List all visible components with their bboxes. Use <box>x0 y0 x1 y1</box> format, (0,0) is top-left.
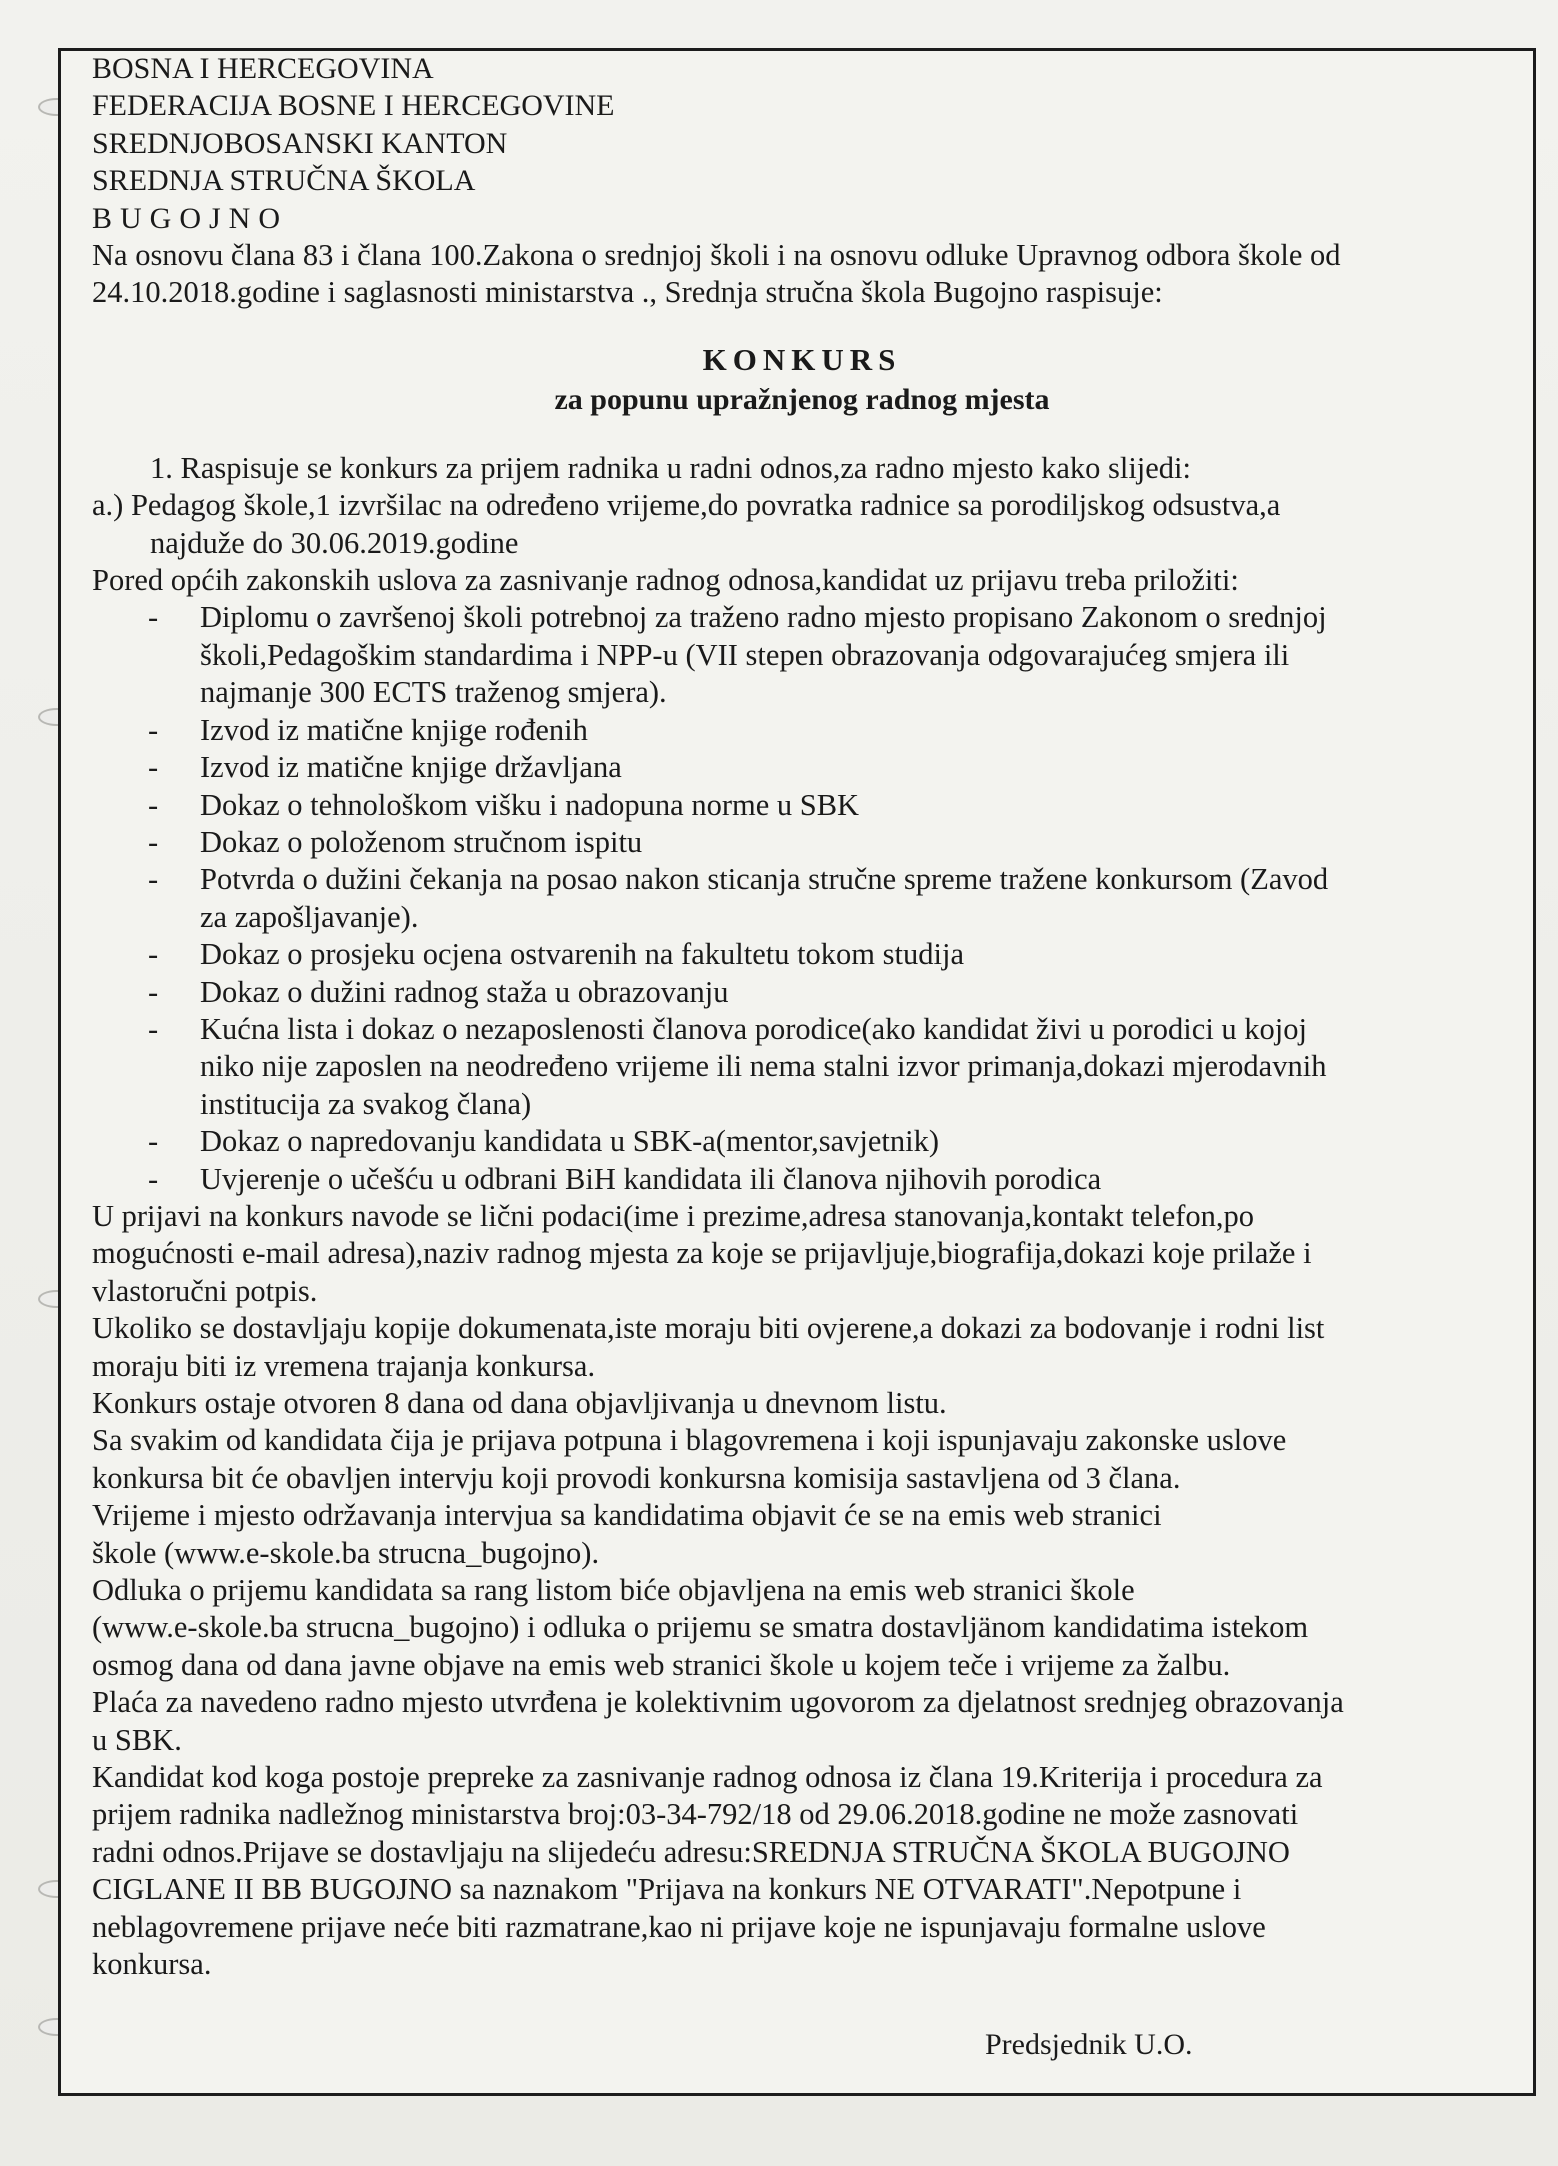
bullet-dash: - <box>148 1161 159 1196</box>
body-line: prijem radnika nadležnog ministarstva broj:03-34-792/18 od 29.06.2018.godine ne može zasnovati <box>92 1797 1299 1832</box>
document-title: KONKURS <box>702 341 902 377</box>
body-text <box>92 1198 1492 1984</box>
body-line: (www.e-skole.ba strucna_bugojno) i odluka o prijemu se smatra dostavljänom kandidatima istekom <box>92 1610 1309 1645</box>
requirement-text: Diplomu o završenoj školi potrebnoj za traženo radno mjesto propisano Zakonom o srednjoj <box>200 600 1327 635</box>
body-line: konkursa bit će obavljen intervju koji provodi konkursna komisija sastavljena od 3 člana. <box>92 1460 1181 1495</box>
body-line: moraju biti iz vremena trajanja konkursa. <box>92 1348 596 1383</box>
item-a: a.) Pedagog škole,1 izvršilac na određeno vrijeme,do povratka radnice sa porodiljskog odsustva,a <box>92 488 1281 523</box>
header-federation: FEDERACIJA BOSNE I HERCEGOVINE <box>92 89 615 123</box>
requirement-item <box>92 861 1492 898</box>
requirement-text: Potvrda o dužini čekanja na posao nakon sticanja stručne spreme tražene konkursom (Zavod <box>200 862 1329 897</box>
body-line: vlastoručni potpis. <box>92 1273 318 1308</box>
body-line: U prijavi na konkurs navode se lični podaci(ime i prezime,adresa stanovanja,kontakt telefon,po <box>92 1198 1255 1233</box>
body-line: Vrijeme i mjesto održavanja intervjua sa kandidatima objavit će se na emis web stranici <box>92 1498 1162 1533</box>
requirements-list <box>92 599 1492 1198</box>
header-school: SREDNJA STRUČNA ŠKOLA <box>92 164 476 198</box>
bullet-dash: - <box>148 1011 159 1046</box>
signature-label: Predsjednik U.O. <box>985 2028 1193 2061</box>
body-line: Sa svakim od kandidata čija je prijava potpuna i blagovremena i koji ispunjavaju zakonske uslove <box>92 1423 1287 1458</box>
body-line: Odluka o prijemu kandidata sa rang listom biće objavljena na emis web stranici škole <box>92 1573 1135 1608</box>
body-line: Plaća za navedeno radno mjesto utvrđena je kolektivnim ugovorom za djelatnost srednjeg obrazovanja <box>92 1685 1344 1720</box>
body-line: Kandidat kod koga postoje prepreke za zasnivanje radnog odnosa iz člana 19.Kriterija i procedura za <box>92 1760 1323 1795</box>
bullet-dash: - <box>148 750 159 785</box>
requirement-item <box>92 1161 1492 1198</box>
bullet-dash: - <box>148 1124 159 1159</box>
intro-line: Na osnovu člana 83 i člana 100.Zakona o srednjoj školi i na osnovu odluke Upravnog odbora škole od <box>92 238 1341 273</box>
bullet-dash: - <box>148 787 159 822</box>
body-line: Ukoliko se dostavljaju kopije dokumenata,iste moraju biti ovjerene,a dokazi za bodovanje i rodni list <box>92 1311 1325 1346</box>
requirement-item <box>92 936 1492 973</box>
header-country: BOSNA I HERCEGOVINA <box>92 52 434 85</box>
requirement-item <box>92 824 1492 861</box>
requirement-text: Dokaz o prosjeku ocjena ostvarenih na fakultetu tokom studija <box>200 937 964 972</box>
requirement-text: Dokaz o dužini radnog staža u obrazovanju <box>200 974 729 1009</box>
body-line: Konkurs ostaje otvoren 8 dana od dana objavljivanja u dnevnom listu. <box>92 1386 947 1420</box>
document-body <box>92 50 1492 1984</box>
requirement-text: Izvod iz matične knjige državljana <box>200 750 622 785</box>
requirement-text-continuation: niko nije zaposlen na neodređeno vrijeme ili nema stalni izvor primanja,dokazi mjerodavnih <box>200 1049 1327 1084</box>
requirement-item <box>92 787 1492 824</box>
body-line: neblagovremene prijave neće biti razmatrane,kao ni prijave koje ne ispunjavaju formalne uslove <box>92 1909 1266 1944</box>
body-line: mogućnosti e-mail adresa),naziv radnog mjesta za koje se prijavljuje,biografija,dokazi koje prilaže i <box>92 1236 1312 1271</box>
requirement-text-continuation: najmanje 300 ECTS traženog smjera). <box>200 675 667 710</box>
bullet-dash: - <box>148 824 159 859</box>
body-line: u SBK. <box>92 1722 182 1757</box>
requirement-item <box>92 1011 1492 1048</box>
header-city: BUGOJNO <box>92 201 289 235</box>
requirement-text: Uvjerenje o učešću u odbrani BiH kandidata ili članova njihovih porodica <box>200 1161 1102 1196</box>
requirement-text: Kućna lista i dokaz o nezaposlenosti članova porodice(ako kandidat živi u porodici u kojoj <box>200 1011 1307 1046</box>
bullet-dash: - <box>148 937 159 972</box>
document-subtitle: za popunu upražnjenog radnog mjesta <box>554 382 1050 416</box>
body-line: CIGLANE II BB BUGOJNO sa naznakom "Prijava na konkurs NE OTVARATI".Nepotpune i <box>92 1872 1242 1907</box>
intro-line: 24.10.2018.godine i saglasnosti ministarstva ., Srednja stručna škola Bugojno raspisuje: <box>92 275 1163 310</box>
bullet-dash: - <box>148 974 159 1009</box>
bullet-dash: - <box>148 600 159 635</box>
requirement-text-continuation: školi,Pedagoškim standardima i NPP-u (VII stepen obrazovanja odgovarajućeg smjera ili <box>200 637 1290 672</box>
header-canton: SREDNJOBOSANSKI KANTON <box>92 126 508 160</box>
body-line: osmog dana od dana javne objave na emis web stranici škole u kojem teče i vrijeme za žalbu. <box>92 1647 1231 1682</box>
body-line: konkursa. <box>92 1947 212 1982</box>
item-1: 1. Raspisuje se konkurs za prijem radnika u radni odnos,za radno mjesto kako slijedi: <box>150 450 1192 485</box>
requirement-text: Dokaz o tehnološkom višku i nadopuna norme u SBK <box>200 787 860 822</box>
requirement-item <box>92 599 1492 636</box>
requirement-text: Dokaz o položenom stručnom ispitu <box>200 824 643 859</box>
body-line: radni odnos.Prijave se dostavljaju na slijedeću adresu:SREDNJA STRUČNA ŠKOLA BUGOJNO <box>92 1834 1290 1869</box>
body-line: škole (www.e-skole.ba strucna_bugojno). <box>92 1535 600 1570</box>
bullet-dash: - <box>148 712 159 747</box>
requirements-intro: Pored općih zakonskih uslova za zasnivanje radnog odnosa,kandidat uz prijavu treba priložiti: <box>92 563 1239 598</box>
requirement-item <box>92 1123 1492 1160</box>
bullet-dash: - <box>148 862 159 897</box>
requirement-text: Dokaz o napredovanju kandidata u SBK-a(mentor,savjetnik) <box>200 1124 940 1159</box>
item-a-continuation: najduže do 30.06.2019.godine <box>150 525 519 560</box>
requirement-text-continuation: za zapošljavanje). <box>200 899 419 934</box>
requirement-item <box>92 974 1492 1011</box>
requirement-item <box>92 712 1492 749</box>
requirement-item <box>92 749 1492 786</box>
requirement-text-continuation: institucija za svakog člana) <box>200 1086 532 1121</box>
requirement-text: Izvod iz matične knjige rođenih <box>200 712 588 747</box>
